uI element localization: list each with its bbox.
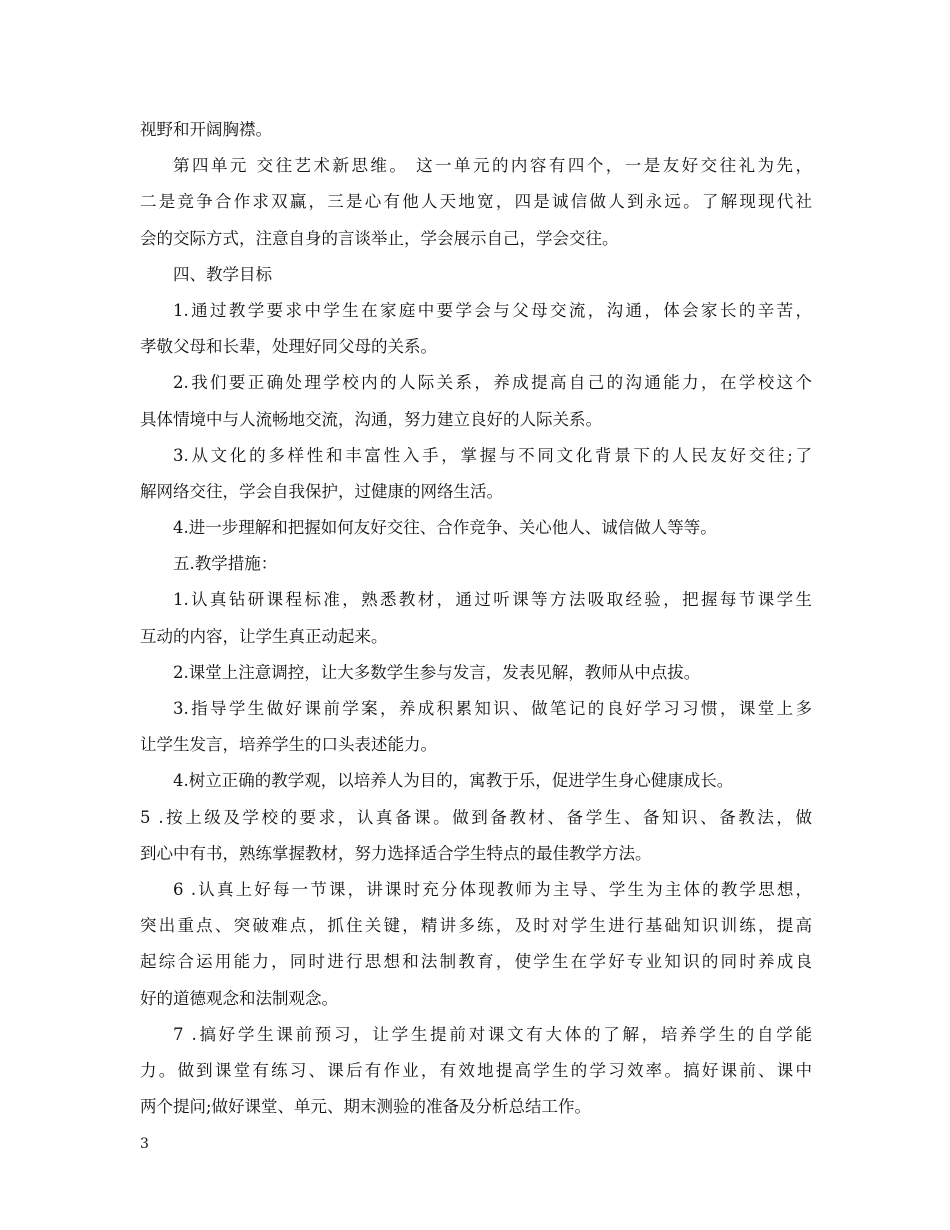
text-line: 好的道德观念和法制观念。: [140, 988, 338, 1008]
text-line: 力。做到课堂有练习、课后有作业，有效地提高学生的学习效率。搞好课前、课中: [140, 1060, 812, 1080]
text-line: 到心中有书，熟练掌握教材，努力选择适合学生特点的最佳教学方法。: [140, 843, 652, 863]
text-line: 2.我们要正确处理学校内的人际关系，养成提高自己的沟通能力，在学校这个: [173, 373, 812, 393]
text-line: 7 .搞好学生课前预习，让学生提前对课文有大体的了解，培养学生的自学能: [173, 1024, 812, 1044]
text-line: 4.进一步理解和把握如何友好交往、合作竞争、关心他人、诚信做人等等。: [173, 518, 717, 538]
text-line: 孝敬父母和长辈，处理好同父母的关系。: [140, 337, 437, 357]
page-number: 3: [140, 1136, 149, 1152]
document-body: [140, 112, 812, 1125]
text-line: 互动的内容，让学生真正动起来。: [140, 626, 388, 646]
text-line: 3.指导学生做好课前学案，养成积累知识、做笔记的良好学习习惯，课堂上多: [173, 699, 812, 718]
text-line: 两个提问;做好课堂、单元、期末测验的准备及分析总结工作。: [140, 1097, 592, 1117]
text-line: 二是竞争合作求双赢，三是心有他人天地宽，四是诚信做人到永远。了解现现代社: [140, 192, 812, 212]
text-line: 6 .认真上好每一节课，讲课时充分体现教师为主导、学生为主体的教学思想，: [173, 879, 812, 899]
text-line: 3.从文化的多样性和丰富性入手，掌握与不同文化背景下的人民友好交往;了: [173, 445, 812, 465]
text-line: 第四单元 交往艺术新思维。 这一单元的内容有四个，一是友好交往礼为先，: [173, 156, 812, 176]
text-line: 2.课堂上注意调控，让大多数学生参与发言，发表见解，教师从中点拔。: [173, 662, 701, 682]
text-line: 1.通过教学要求中学生在家庭中要学会与父母交流，沟通，体会家长的辛苦，: [173, 300, 812, 320]
text-line: 让学生发言，培养学生的口头表述能力。: [140, 735, 437, 755]
text-line: 视野和开阔胸襟。: [140, 120, 272, 139]
text-line: 四、教学目标: [173, 264, 272, 284]
text-line: 4.树立正确的教学观，以培养人为目的，寓教于乐，促进学生身心健康成长。: [173, 771, 734, 791]
text-line: 5 .按上级及学校的要求，认真备课。做到备教材、备学生、备知识、备教法，做: [140, 807, 812, 827]
text-line: 会的交际方式，注意自身的言谈举止，学会展示自己，学会交往。: [140, 228, 619, 248]
text-line: 解网络交往，学会自我保护，过健康的网络生活。: [140, 481, 503, 501]
text-line: 具体情境中与人流畅地交流，沟通，努力建立良好的人际关系。: [140, 409, 602, 429]
text-line: 起综合运用能力，同时进行思想和法制教育，使学生在学好专业知识的同时养成良: [140, 952, 812, 972]
text-line: 五.教学措施：: [173, 554, 278, 574]
text-line: 1.认真钻研课程标准，熟悉教材，通过听课等方法吸取经验，把握每节课学生: [173, 590, 812, 610]
text-line: 突出重点、突破难点，抓住关键，精讲多练，及时对学生进行基础知识训练，提高: [140, 916, 812, 936]
